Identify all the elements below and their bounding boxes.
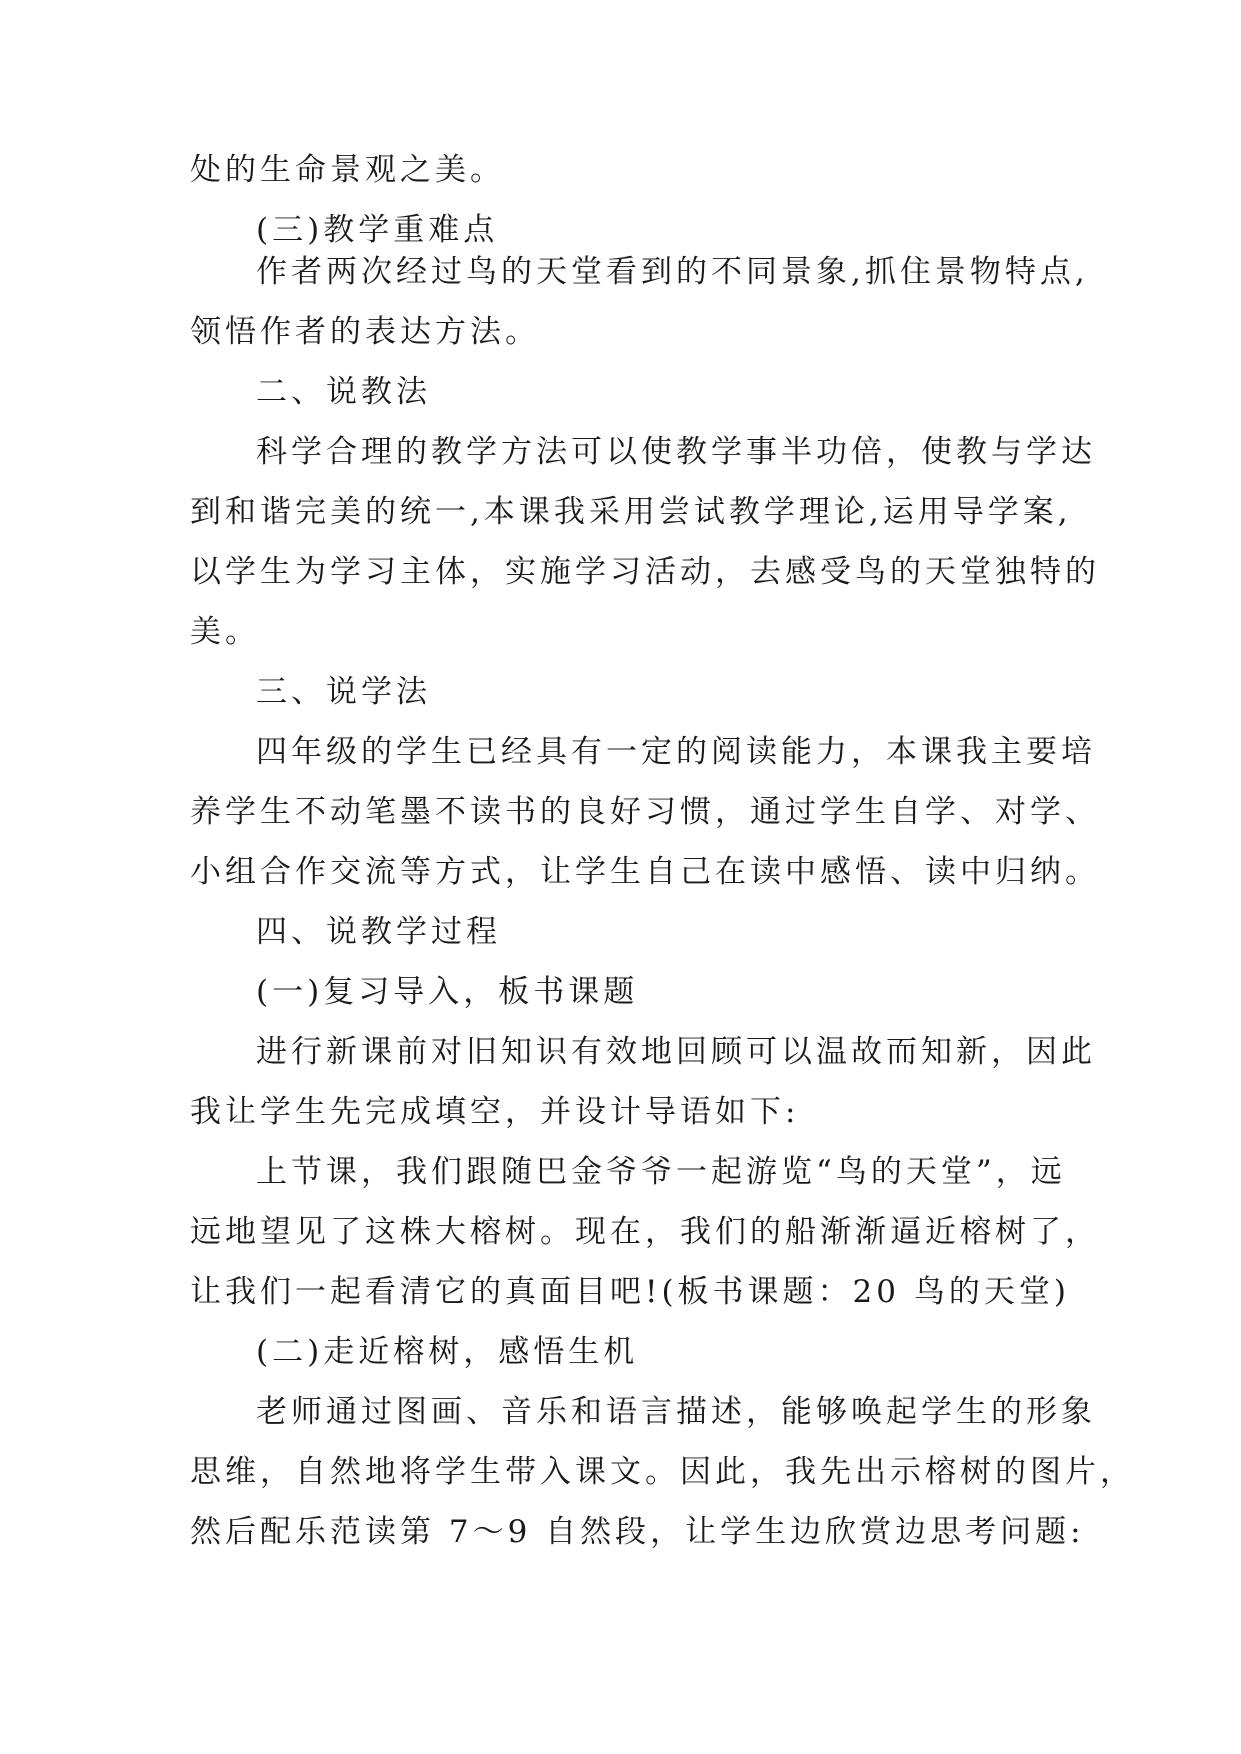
text-line: 让我们一起看清它的真面目吧!(板书课题：20 鸟的天堂) [190, 1274, 1070, 1310]
text-line: 到和谐完美的统一,本课我采用尝试教学理论,运用导学案, [190, 494, 1072, 530]
section-heading: (二)走近榕树，感悟生机 [256, 1334, 639, 1370]
text-line: 上节课，我们跟随巴金爷爷一起游览“鸟的天堂”，远 [256, 1154, 1066, 1190]
text-line: 进行新课前对旧知识有效地回顾可以温故而知新，因此 [256, 1034, 1096, 1070]
section-heading: (三)教学重难点 [256, 212, 499, 248]
text-line: 然后配乐范读第 7～9 自然段，让学生边欣赏边思考问题: [190, 1514, 1085, 1550]
text-line: 小组合作交流等方式，让学生自己在读中感悟、读中归纳。 [190, 854, 1100, 890]
text-line: 美。 [190, 614, 260, 650]
text-line: 处的生命景观之美。 [190, 152, 505, 188]
text-line: 科学合理的教学方法可以使教学事半功倍，使教与学达 [256, 434, 1096, 470]
text-line: 作者两次经过鸟的天堂看到的不同景象,抓住景物特点, [256, 254, 1089, 290]
text-line: 以学生为学习主体，实施学习活动，去感受鸟的天堂独特的 [190, 554, 1100, 590]
text-line: 养学生不动笔墨不读书的良好习惯，通过学生自学、对学、 [190, 794, 1100, 830]
text-line: 远地望见了这株大榕树。现在，我们的船渐渐逼近榕树了， [190, 1214, 1100, 1250]
section-heading: 四、说教学过程 [256, 914, 501, 950]
text-line: 四年级的学生已经具有一定的阅读能力，本课我主要培 [256, 734, 1096, 770]
text-line: 领悟作者的表达方法。 [190, 314, 540, 350]
section-heading: 二、说教法 [256, 374, 431, 410]
text-line: 思维，自然地将学生带入课文。因此，我先出示榕树的图片， [190, 1454, 1135, 1490]
text-line: 老师通过图画、音乐和语言描述，能够唤起学生的形象 [256, 1394, 1096, 1430]
section-heading: (一)复习导入，板书课题 [256, 974, 639, 1010]
text-line: 我让学生先完成填空，并设计导语如下: [190, 1094, 800, 1130]
section-heading: 三、说学法 [256, 674, 431, 710]
